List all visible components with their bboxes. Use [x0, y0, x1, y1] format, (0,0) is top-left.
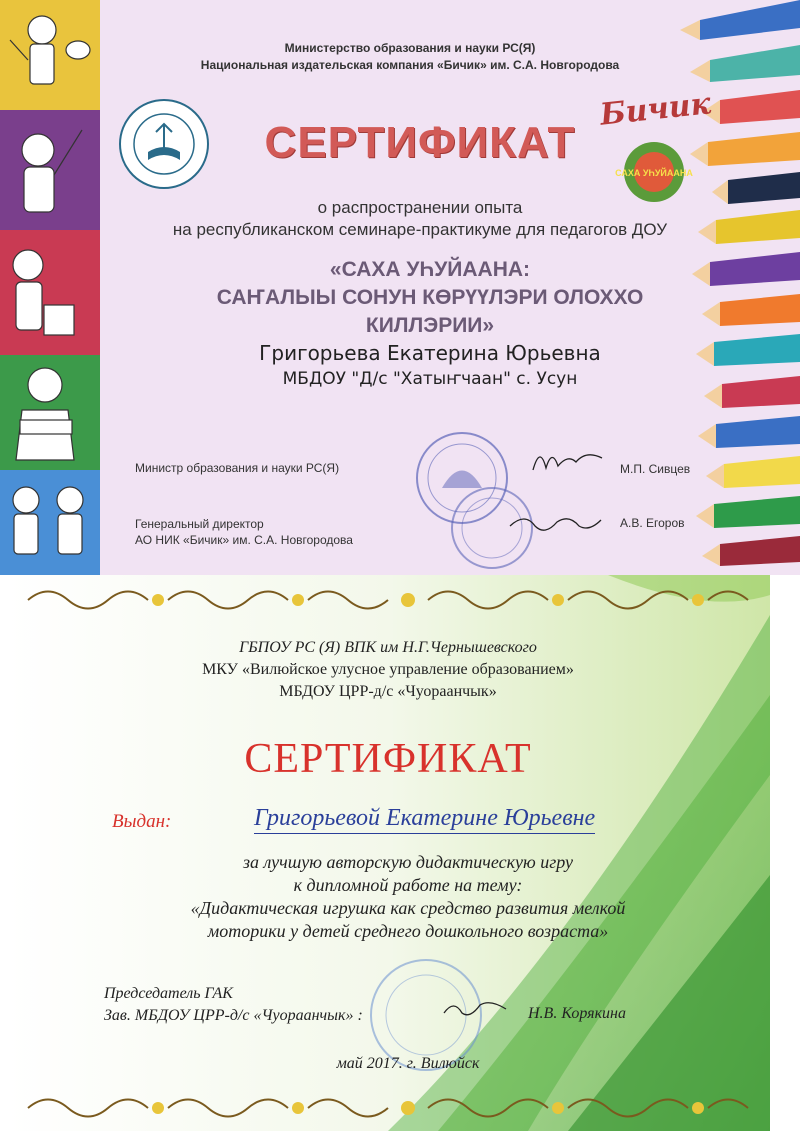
org-line: МБДОУ ЦРР-д/с «Чуораанчык»	[279, 683, 497, 700]
body-line: моторики у детей среднего дошкольного возраста»	[207, 921, 609, 941]
certificate-vilyuisk	[8, 575, 770, 1131]
seminar-line: САҤАЛЫЫ СОНУН КӨРҮҮЛЭРИ ОЛОХХО КИЛЛЭРИИ»	[216, 286, 644, 337]
body-line: к дипломной работе на тему:	[293, 875, 523, 895]
ministry-line: Министерство образования и науки РС(Я)	[284, 41, 536, 55]
signature-1-icon	[528, 440, 608, 480]
issuer-organizations	[88, 637, 688, 703]
signatures-block	[104, 983, 363, 1027]
issuer-header	[150, 40, 670, 74]
signer2-name: А.В. Егоров	[620, 516, 685, 530]
signer2-title-line: АО НИК «Бичик» им. С.А. Новгородова	[135, 533, 353, 547]
seminar-line: «САХА УҺУЙААНА:	[329, 258, 531, 281]
bichik-logo: Бичик	[598, 86, 713, 133]
recipient-org: МБДОУ "Д/с "Хатыҥчаан" с. Усун	[282, 369, 578, 389]
recipient-name: Григорьева Екатерина Юрьевна	[259, 341, 601, 365]
bottom-ornament-border	[8, 1091, 770, 1125]
award-description	[128, 851, 688, 943]
sig-line: Председатель ГАК	[104, 985, 233, 1002]
signer1-name: М.П. Сивцев	[620, 462, 691, 476]
certificate-title: СЕРТИФИКАТ	[244, 736, 532, 782]
badge-text: САХА УҺУЙААНА	[615, 168, 693, 178]
signature-icon	[440, 995, 510, 1021]
sig-line: Зав. МБДОУ ЦРР-д/с «Чуораанчык» :	[104, 1007, 363, 1024]
signer1-title: Министр образования и науки РС(Я)	[135, 461, 340, 475]
signature-2-icon	[505, 508, 605, 538]
issued-label: Выдан:	[112, 811, 172, 832]
recipient-block	[200, 340, 660, 392]
signer2-title-line: Генеральный директор	[135, 517, 264, 531]
seminar-title	[150, 256, 710, 340]
org-line: ГБПОУ РС (Я) ВПК им Н.Г.Чернышевского	[239, 639, 537, 656]
signer-name: Н.В. Корякина	[528, 1005, 626, 1022]
ministry-emblem-icon	[118, 98, 210, 190]
publisher-line: Национальная издательская компания «Бичик» им. С.А. Новгородова	[200, 58, 620, 72]
certificate-title: СЕРТИФИКАТ	[264, 118, 576, 167]
subtitle-line: на республиканском семинаре-практикуме для педагогов ДОУ	[172, 220, 668, 239]
signer2-title	[135, 516, 353, 548]
body-line: «Дидактическая игрушка как средство развития мелкой	[190, 898, 626, 918]
issue-date: май 2017. г. Вилюйск	[336, 1055, 480, 1072]
recipient-name: Григорьевой Екатерине Юрьевне	[254, 805, 595, 834]
body-line: за лучшую авторскую дидактическую игру	[243, 852, 573, 872]
subtitle-line: о распространении опыта	[317, 198, 523, 217]
official-seal-icon	[412, 423, 542, 573]
left-figure-strip	[0, 0, 100, 575]
certificate-subtitle	[120, 197, 720, 241]
strip-red	[0, 230, 100, 355]
top-ornament-border	[8, 583, 770, 617]
org-line: МКУ «Вилюйское улусное управление образованием»	[202, 661, 574, 678]
